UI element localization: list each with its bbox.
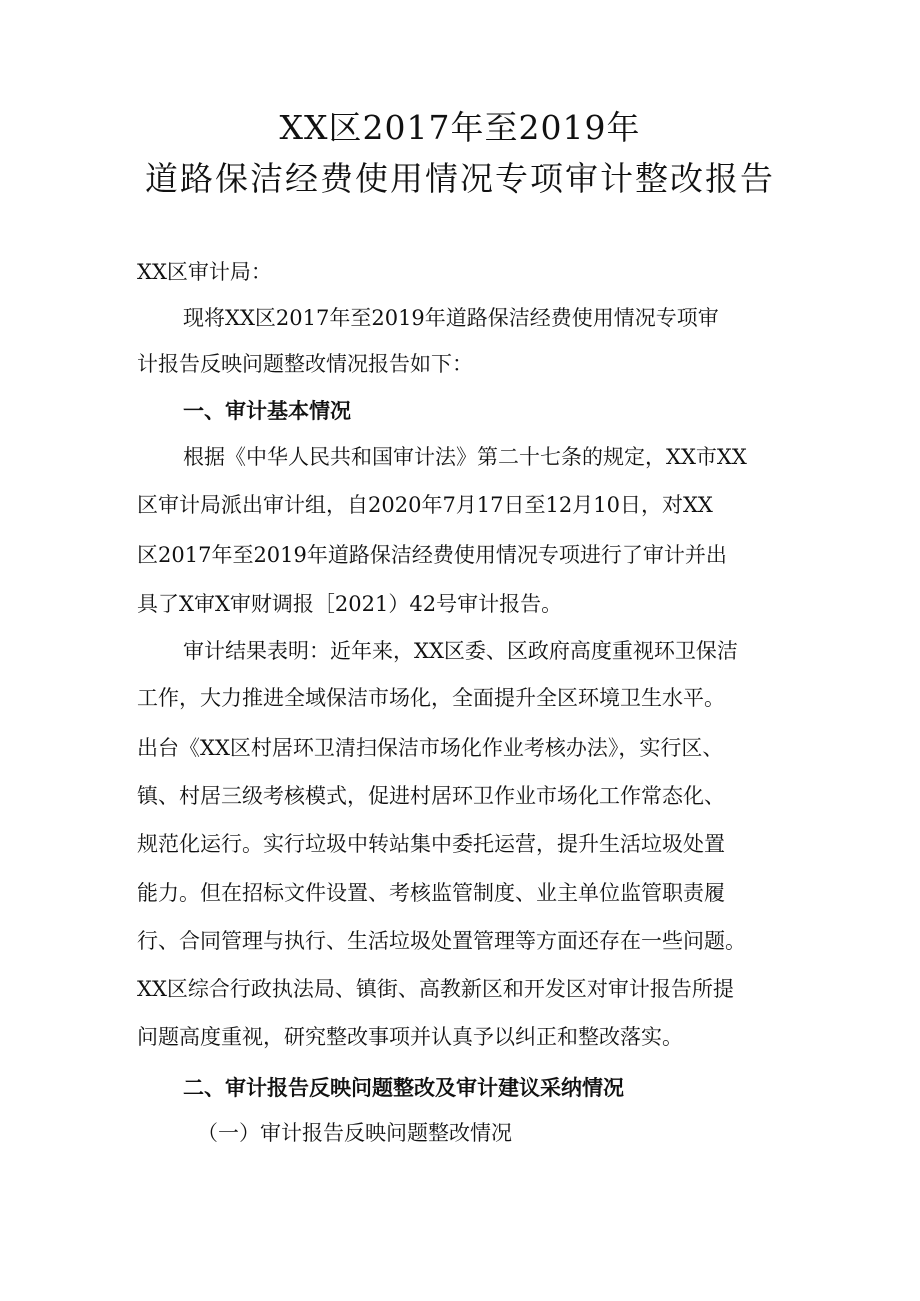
section-1-para-1-line: 根据《中华人民共和国审计法》第二十七条的规定，XX市XX — [183, 445, 747, 469]
section-1-para-2-line: 行、合同管理与执行、生活垃圾处置管理等方面还存在一些问题。 — [137, 929, 746, 953]
section-1-para-2-line: XX区综合行政执法局、镇街、高教新区和开发区对审计报告所提 — [137, 977, 734, 1001]
section-1-para-2-line: 审计结果表明：近年来，XX区委、区政府高度重视环卫保洁 — [183, 639, 738, 663]
section-1-para-2-line: 出台《XX区村居环卫清扫保洁市场化作业考核办法》，实行区、 — [137, 736, 724, 760]
section-1-para-1-line: 区审计局派出审计组，自2020年7月17日至12月10日，对XX — [137, 493, 713, 517]
section-2-subheading-1: （一）审计报告反映问题整改情况 — [197, 1121, 512, 1145]
document-title-line-1: XX区2017年至2019年 — [279, 108, 641, 147]
section-1-para-2-line: 规范化运行。实行垃圾中转站集中委托运营，提升生活垃圾处置 — [137, 832, 725, 856]
section-1-heading: 一、审计基本情况 — [183, 399, 351, 423]
section-1-para-2-line: 镇、村居三级考核模式，促进村居环卫作业市场化工作常态化、 — [137, 784, 725, 808]
intro-line-1: 现将XX区2017年至2019年道路保洁经费使用情况专项审 — [183, 306, 719, 330]
document-title-line-2: 道路保洁经费使用情况专项审计整改报告 — [145, 159, 775, 198]
section-1-para-2-line: 工作，大力推进全域保洁市场化，全面提升全区环境卫生水平。 — [137, 686, 725, 710]
salutation: XX区审计局： — [137, 260, 272, 284]
section-1-para-1-line: 具了X审X审财调报［2021）42号审计报告。 — [137, 592, 563, 616]
section-1-para-1-line: 区2017年至2019年道路保洁经费使用情况专项进行了审计并出 — [137, 543, 727, 567]
intro-line-2: 计报告反映问题整改情况报告如下： — [137, 352, 473, 376]
section-1-para-2-line: 问题高度重视，研究整改事项并认真予以纠正和整改落实。 — [137, 1025, 683, 1049]
section-1-para-2-line: 能力。但在招标文件设置、考核监管制度、业主单位监管职责履 — [137, 881, 725, 905]
section-2-heading: 二、审计报告反映问题整改及审计建议采纳情况 — [183, 1076, 624, 1100]
